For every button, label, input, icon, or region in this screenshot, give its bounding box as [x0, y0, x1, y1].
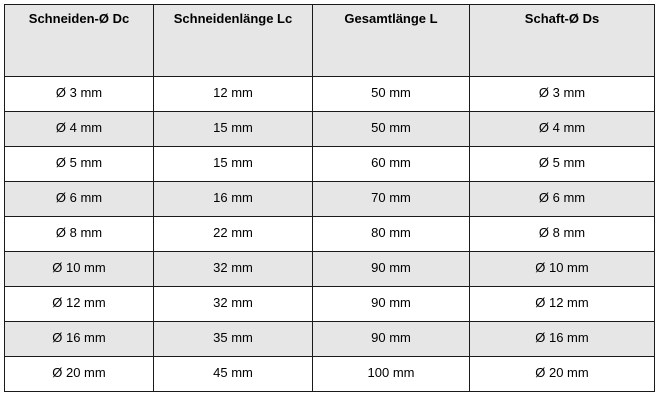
cell-shank-diameter: Ø 16 mm	[470, 322, 655, 357]
cell-cutting-diameter: Ø 6 mm	[5, 182, 154, 217]
cell-cutting-diameter: Ø 5 mm	[5, 147, 154, 182]
table-row	[5, 322, 655, 357]
header-shank-diameter: Schaft-Ø Ds	[470, 5, 655, 77]
cell-shank-diameter: Ø 20 mm	[470, 357, 655, 392]
cell-cutting-diameter: Ø 12 mm	[5, 287, 154, 322]
table-row	[5, 112, 655, 147]
cell-shank-diameter: Ø 3 mm	[470, 77, 655, 112]
cell-shank-diameter: Ø 8 mm	[470, 217, 655, 252]
cell-cutting-length: 45 mm	[154, 357, 313, 392]
cell-total-length: 90 mm	[313, 252, 470, 287]
cell-cutting-diameter: Ø 3 mm	[5, 77, 154, 112]
cell-cutting-diameter: Ø 4 mm	[5, 112, 154, 147]
cell-cutting-length: 22 mm	[154, 217, 313, 252]
cell-cutting-length: 32 mm	[154, 252, 313, 287]
table-row	[5, 217, 655, 252]
cell-total-length: 70 mm	[313, 182, 470, 217]
header-cutting-length: Schneidenlänge Lc	[154, 5, 313, 77]
cell-shank-diameter: Ø 6 mm	[470, 182, 655, 217]
cell-total-length: 50 mm	[313, 112, 470, 147]
header-total-length: Gesamtlänge L	[313, 5, 470, 77]
cell-cutting-diameter: Ø 16 mm	[5, 322, 154, 357]
cell-total-length: 90 mm	[313, 287, 470, 322]
cell-cutting-length: 35 mm	[154, 322, 313, 357]
cell-cutting-length: 15 mm	[154, 147, 313, 182]
cell-total-length: 60 mm	[313, 147, 470, 182]
cell-shank-diameter: Ø 12 mm	[470, 287, 655, 322]
cell-cutting-diameter: Ø 10 mm	[5, 252, 154, 287]
table-row	[5, 182, 655, 217]
cell-shank-diameter: Ø 5 mm	[470, 147, 655, 182]
cell-cutting-length: 16 mm	[154, 182, 313, 217]
cell-shank-diameter: Ø 4 mm	[470, 112, 655, 147]
cell-total-length: 80 mm	[313, 217, 470, 252]
cell-shank-diameter: Ø 10 mm	[470, 252, 655, 287]
cell-cutting-diameter: Ø 8 mm	[5, 217, 154, 252]
cell-total-length: 90 mm	[313, 322, 470, 357]
table-row	[5, 77, 655, 112]
spec-table	[4, 4, 655, 392]
cell-total-length: 100 mm	[313, 357, 470, 392]
table-row	[5, 147, 655, 182]
cell-cutting-length: 12 mm	[154, 77, 313, 112]
cell-total-length: 50 mm	[313, 77, 470, 112]
table-row	[5, 287, 655, 322]
cell-cutting-length: 15 mm	[154, 112, 313, 147]
cell-cutting-length: 32 mm	[154, 287, 313, 322]
cell-cutting-diameter: Ø 20 mm	[5, 357, 154, 392]
table-header-row	[5, 5, 655, 77]
header-cutting-diameter: Schneiden-Ø Dc	[5, 5, 154, 77]
table-row	[5, 252, 655, 287]
table-row	[5, 357, 655, 392]
